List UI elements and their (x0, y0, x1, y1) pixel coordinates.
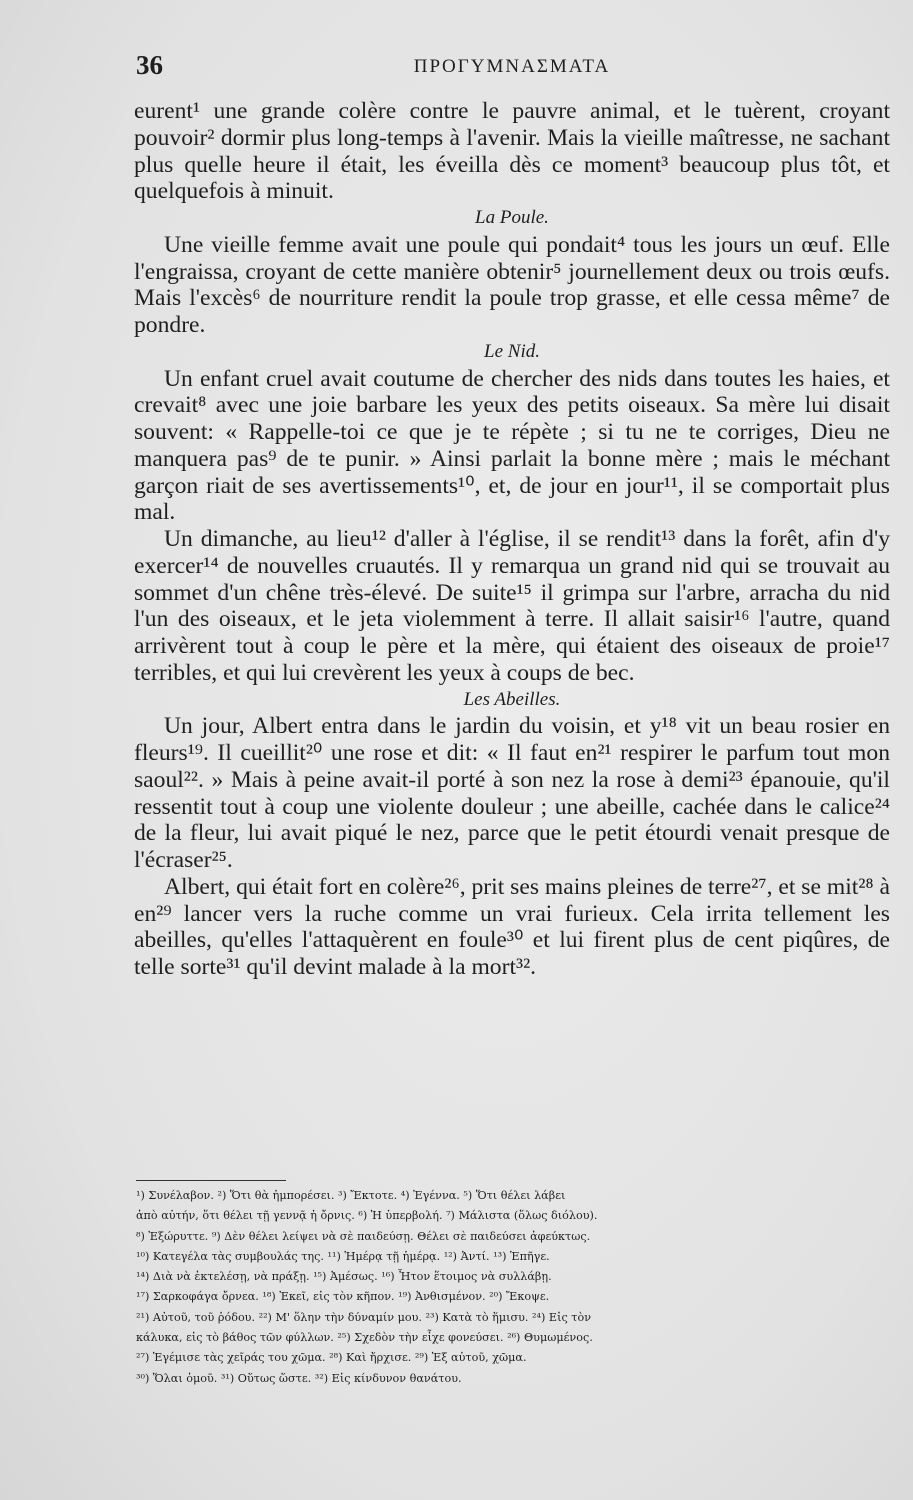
footnote-rule (136, 1180, 286, 1181)
page-number: 36 (136, 50, 163, 80)
paragraph-poule: Une vieille femme avait une poule qui pondait⁴ tous les jours un œuf. Elle l'engraissa, croyant de cette manière obtenir⁵ journellement deux ou trois œufs. Mais l'excès⁶ de nourriture rendit la poule trop grasse, et elle cessa même⁷ de pondre. (134, 231, 890, 338)
main-text (134, 98, 890, 981)
paragraph-nid-2: Un dimanche, au lieu¹² d'aller à l'église, il se rendit¹³ dans la forêt, afin d'y exercer¹⁴ de nouvelles cruautés. Il y remarqua un grand nid qui se trouvait au sommet d'un chêne très-élevé. De suite¹⁵ il grimpa sur l'arbre, arracha du nid l'un des oiseaux, et le jeta violemment à terre. Il allait saisir¹⁶ l'autre, quand arrivèrent tout à coup le père et la mère, qui étaient des oiseaux de proie¹⁷ terribles, et qui lui crevèrent les yeux à coups de bec. (134, 526, 890, 686)
footnote-line: ¹⁴) Διὰ νὰ ἐκτελέσῃ, νὰ πράξῃ. ¹⁵) Ἀμέσως. ¹⁶) Ἦτον ἕτοιμος νὰ συλλάβῃ. (136, 1270, 552, 1284)
footnotes (136, 1186, 890, 1389)
paragraph-abeilles-1: Un jour, Albert entra dans le jardin du voisin, et y¹⁸ vit un beau rosier en fleurs¹⁹. Il cueillit²⁰ une rose et dit: « Il faut en²¹ respirer le parfum tout mon saoul²². » Mais à peine avait-il porté à son nez la rose à demi²³ épanouie, qu'il ressentit tout à coup une violente douleur ; une abeille, cachée dans le calice²⁴ de la fleur, lui avait piqué le nez, parce que le petit étourdi venait presque de l'écraser²⁵. (134, 713, 890, 873)
footnote-line: ¹⁷) Σαρκοφάγα ὄρνεα. ¹⁸) Ἐκεῖ, εἰς τὸν κῆπον. ¹⁹) Ἀνθισμένον. ²⁰) Ἔκοψε. (136, 1290, 550, 1304)
footnote-line: ⁸) Ἐξώρυττε. ⁹) Δὲν θέλει λείψει νὰ σὲ παιδεύσῃ. Θέλει σὲ παιδεύσει ἀφεύκτως. (136, 1229, 591, 1243)
footnote-line: ²⁷) Ἐγέμισε τὰς χεῖράς του χῶμα. ²⁸) Καὶ ἤρχισε. ²⁹) Ἐξ αὐτοῦ, χῶμα. (136, 1351, 527, 1365)
footnote-line: ἀπὸ αὐτήν, ὅτι θέλει τῇ γεννᾷ ἡ ὄρνις. ⁶) Ἡ ὑπερβολή. ⁷) Μάλιστα (ὅλως διόλου). (136, 1209, 598, 1223)
footnote-line: ¹) Συνέλαβον. ²) Ὅτι θὰ ἠμπορέσει. ³) Ἔκτοτε. ⁴) Ἐγέννα. ⁵) Ὅτι θέλει λάβει (136, 1189, 566, 1202)
paragraph-abeilles-2: Albert, qui était fort en colère²⁶, prit ses mains pleines de terre²⁷, et se mit²⁸ à en²⁹ lancer vers la ruche comme un vrai furieux. Cela irrita tellement les abeilles, qu'elles l'attaquèrent en foule³⁰ et lui firent plus de cent piqûres, de telle sorte³¹ qu'il devint malade à la mort³². (134, 873, 890, 980)
footnote-line: ¹⁰) Κατεγέλα τὰς συμβουλάς της. ¹¹) Ἡμέρᾳ τῇ ἡμέρᾳ. ¹²) Ἀντί. ¹³) Ἐπῆγε. (136, 1249, 550, 1263)
page-header (136, 50, 888, 90)
fable-title-nid: Le Nid. (484, 340, 540, 362)
paragraph-intro: eurent¹ une grande colère contre le pauvre animal, et le tuèrent, croyant pouvoir² dormir plus long-temps à l'avenir. Mais la vieille maîtresse, ne sachant plus quelle heure il était, les éveilla dès ce moment³ beaucoup plus tôt, et quelquefois à minuit. (134, 98, 890, 205)
running-title: ΠΡΟΓΥΜΝΑΣΜΑΤΑ (413, 56, 611, 77)
fable-title-abeilles: Les Abeilles. (463, 688, 561, 710)
footnote-line: ²¹) Αὐτοῦ, τοῦ ῥόδου. ²²) Μ' ὅλην τὴν δύναμίν μου. ²³) Κατὰ τὸ ἥμισυ. ²⁴) Εἰς τὸν (136, 1310, 592, 1324)
fable-title-poule: La Poule. (475, 207, 549, 228)
paragraph-nid-1: Un enfant cruel avait coutume de chercher des nids dans toutes les haies, et crevait⁸ avec une joie barbare les yeux des petits oiseaux. Sa mère lui disait souvent: « Rappelle-toi ce que je te répète ; si tu ne te corriges, Dieu ne manquera pas⁹ de te punir. » Ainsi parlait la bonne mère ; mais le méchant garçon riait de ses avertissements¹⁰, et, de jour en jour¹¹, il se comportait plus mal. (134, 365, 890, 526)
footnote-line: ³⁰) Ὅλαι ὁμοῦ. ³¹) Οὕτως ὥστε. ³²) Εἰς κίνδυνον θανάτου. (136, 1371, 462, 1385)
footnote-line: κάλυκα, εἰς τὸ βάθος τῶν φύλλων. ²⁵) Σχεδὸν τὴν εἶχε φονεύσει. ²⁶) Θυμωμένος. (136, 1331, 593, 1345)
